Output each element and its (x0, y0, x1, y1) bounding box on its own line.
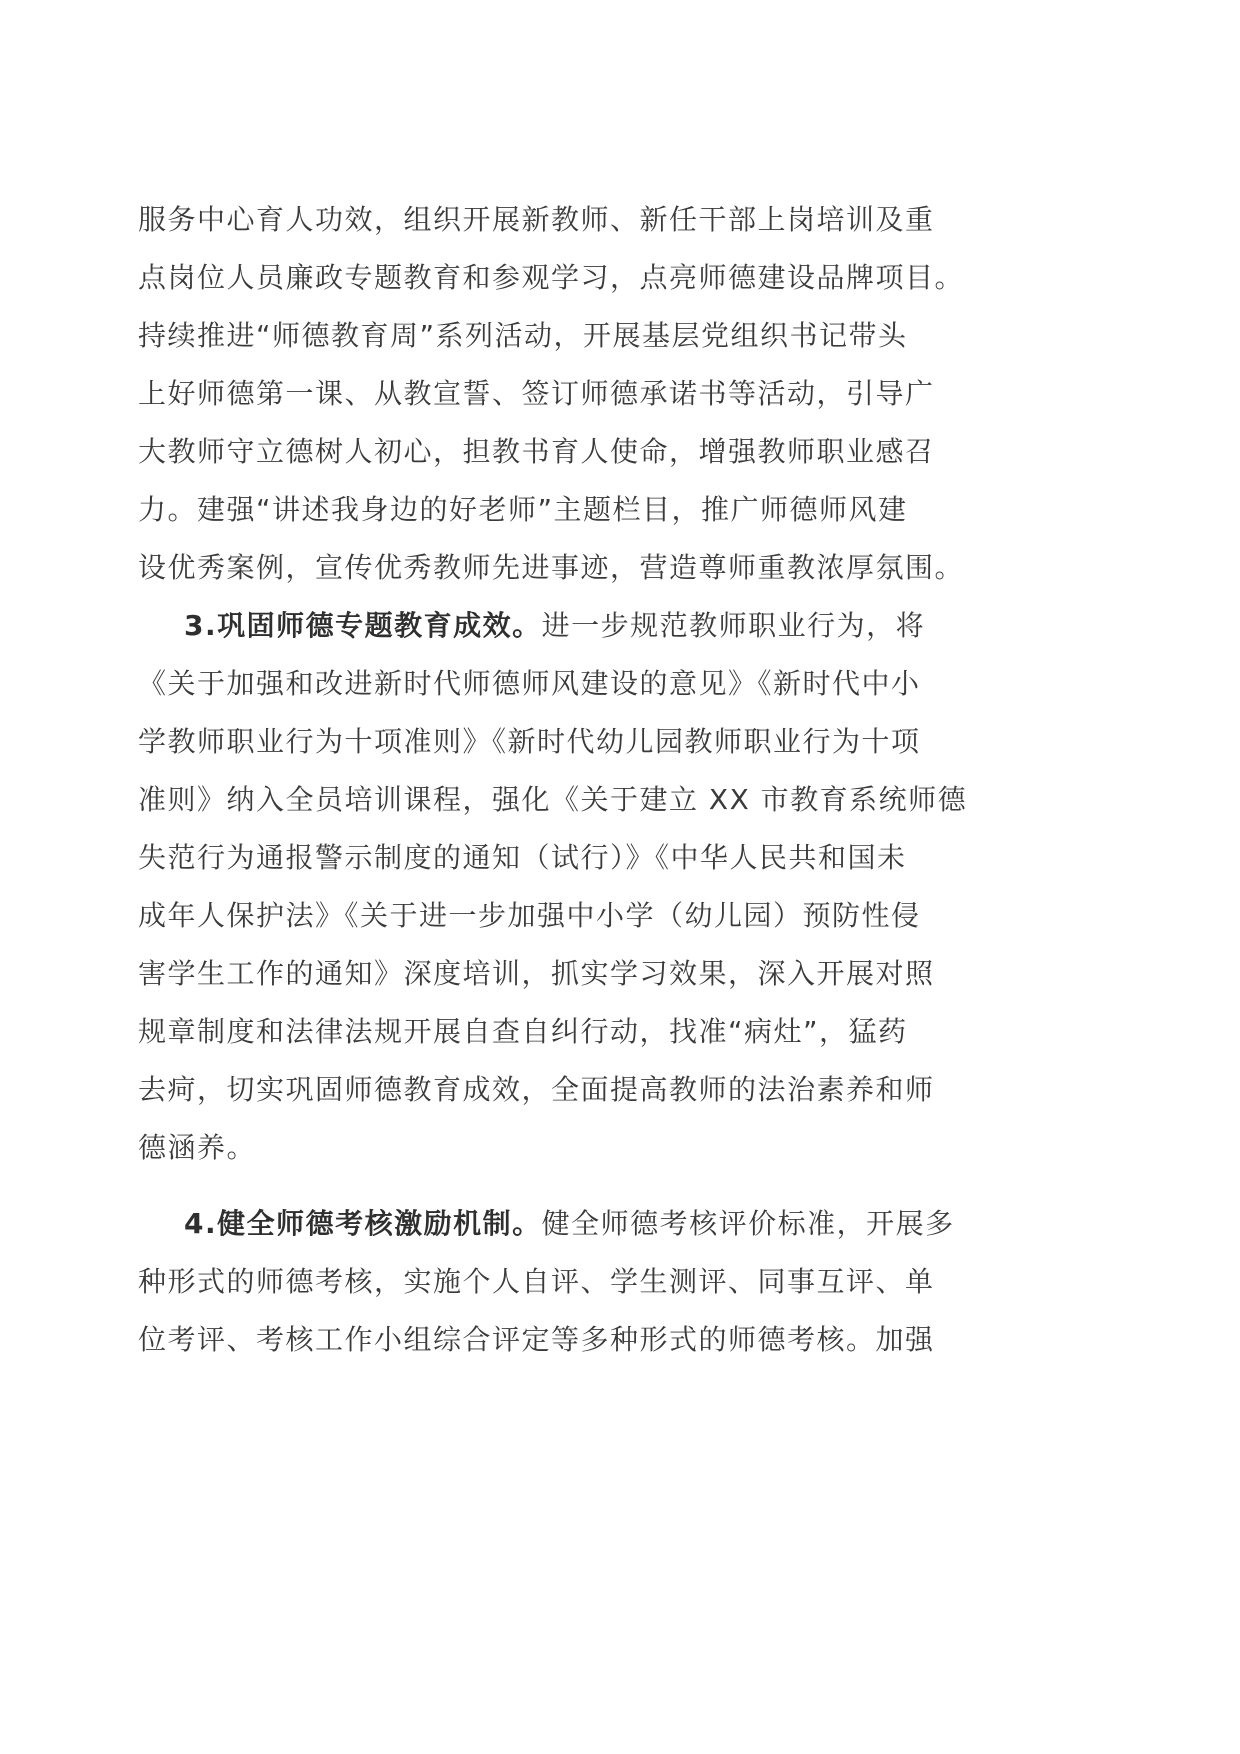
document-body (138, 191, 968, 1369)
text-line: 设优秀案例，宣传优秀教师先进事迹，营造尊师重教浓厚氛围。 (138, 551, 965, 584)
text-line: 大教师守立德树人初心，担教书育人使命，增强教师职业感召 (138, 435, 935, 468)
text-line: 种形式的师德考核，实施个人自评、学生测评、同事互评、单 (138, 1265, 935, 1298)
text-line: 学教师职业行为十项准则》《新时代幼儿园教师职业行为十项 (138, 725, 921, 758)
text-line: 失范行为通报警示制度的通知（试行）》《中华人民共和国未 (138, 841, 907, 874)
section-4-first-line (138, 1195, 968, 1253)
section-3-heading: 3.巩固师德专题教育成效。 (184, 609, 542, 642)
paragraph-gap (138, 1177, 968, 1195)
text-line: 害学生工作的通知》深度培训，抓实学习效果，深入开展对照 (138, 957, 935, 990)
section-4 (138, 1195, 968, 1369)
text-line: 去疴，切实巩固师德教育成效，全面提高教师的法治素养和师 (138, 1073, 935, 1106)
text-line: 《关于加强和改进新时代师德师风建设的意见》《新时代中小 (138, 667, 921, 700)
text-line: 上好师德第一课、从教宣誓、签订师德承诺书等活动，引导广 (138, 377, 935, 410)
section-3-first-line (138, 597, 968, 655)
section-3 (138, 597, 968, 1177)
text-line: 成年人保护法》《关于进一步加强中小学（幼儿园）预防性侵 (138, 899, 921, 932)
section-4-heading: 4.健全师德考核激励机制。 (184, 1207, 542, 1240)
text-line: 力。建强“讲述我身边的好老师”主题栏目，推广师德师风建 (138, 493, 908, 526)
text-line: 准则》纳入全员培训课程，强化《关于建立 XX 市教育系统师德 (138, 783, 968, 816)
paragraph-1 (138, 191, 968, 597)
text-line: 服务中心育人功效，组织开展新教师、新任干部上岗培训及重 (138, 203, 935, 236)
text-line: 规章制度和法律法规开展自查自纠行动，找准“病灶”，猛药 (138, 1015, 908, 1048)
text-line: 点岗位人员廉政专题教育和参观学习，点亮师德建设品牌项目。 (138, 261, 965, 294)
section-3-first-line-text: 进一步规范教师职业行为，将 (541, 609, 926, 642)
text-line: 位考评、考核工作小组综合评定等多种形式的师德考核。加强 (138, 1323, 935, 1356)
section-4-first-line-text: 健全师德考核评价标准，开展多 (541, 1207, 955, 1240)
text-line: 德涵养。 (138, 1131, 257, 1164)
text-line: 持续推进“师德教育周”系列活动，开展基层党组织书记带头 (138, 319, 908, 352)
